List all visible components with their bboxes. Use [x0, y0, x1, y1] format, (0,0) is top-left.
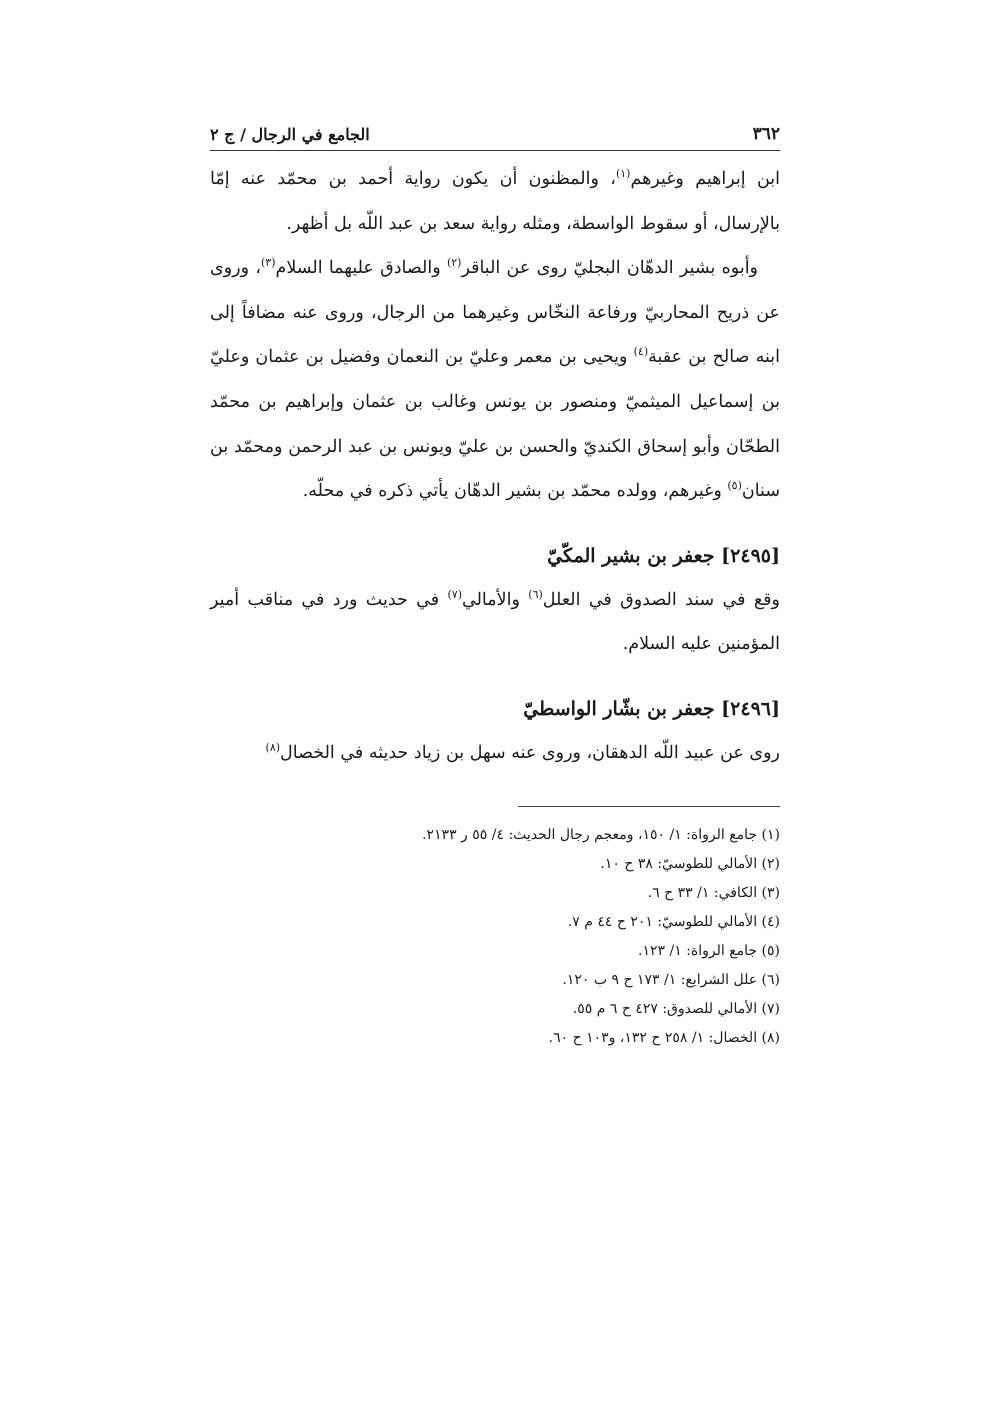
text-run: والصادق عليهما السلام — [275, 258, 447, 279]
footnote-8: (٨) الخصال: ١/ ٢٥٨ ح ١٣٢، و١٠٣ ح ٦٠. — [548, 1029, 780, 1046]
text-run: ابن إبراهيم وغيرهم — [630, 169, 780, 189]
text-run: روى عن عبيد اللّه الدهقان، وروى عنه سهل بن زياد حديثه في الخصال — [280, 742, 780, 763]
text-run: ، وروى عن ذريح المحاربيّ ورفاعة النخّاس وغيرهما من الرجال، وروى عنه مضافاً إلى ابنه صالح بن عقبة — [210, 258, 781, 368]
footnote-ref-5[interactable]: (٥) — [727, 479, 742, 493]
text-run: وقع في سند الصدوق في العلل — [542, 589, 780, 610]
footnote-7: (٧) الأمالي للصدوق: ٤٢٧ ح ٦ م ٥٥. — [572, 1000, 780, 1017]
book-page — [210, 118, 780, 1053]
text-run: ، والمظنون أن يكون رواية أحمد بن محمّد عنه إمّا بالإرسال، أو سقوط الواسطة، ومثله رواية سعد بن عبد اللّه بل أظهر. — [210, 169, 780, 234]
footnote-3: (٣) الكافي: ١/ ٣٣ ح ٦. — [647, 884, 780, 901]
footnote-5: (٥) جامع الرواة: ١/ ١٢٣. — [638, 942, 780, 959]
paragraph-father — [210, 246, 780, 514]
footnote-ref-2[interactable]: (٢) — [446, 256, 462, 270]
footnotes — [210, 821, 780, 1053]
footnote-ref-4[interactable]: (٤) — [633, 345, 649, 359]
footnote-ref-8[interactable]: (٨) — [265, 741, 281, 755]
footnote-ref-3[interactable]: (٣) — [260, 256, 276, 270]
entry-heading-2495: [٢٤٩٥] جعفر بن بشير المكّيّ — [547, 544, 780, 567]
paragraph-continuation — [210, 157, 780, 246]
footnote-4: (٤) الأمالي للطوسيّ: ٢٠١ ح ٤٤ م ٧. — [567, 913, 780, 930]
footnote-6: (٦) علل الشرايع: ١/ ١٧٣ ح ٩ ب ١٢٠. — [562, 971, 780, 988]
running-header — [210, 118, 780, 151]
entry-heading-2496: [٢٤٩٦] جعفر بن بشّار الواسطيّ — [523, 697, 780, 720]
footnote-1: (١) جامع الرواة: ١/ ١٥٠، ومعجم رجال الحديث: ٤/ ٥٥ ر ٢١٣٣. — [422, 826, 780, 843]
text-run: وأبوه بشير الدهّان البجليّ روى عن الباقر — [461, 258, 759, 279]
text-run: في حديث ورد في مناقب أمير المؤمنين عليه السلام. — [210, 589, 780, 655]
footnote-separator — [518, 806, 780, 807]
footnote-2: (٢) الأمالي للطوسيّ: ٣٨ ح ١٠. — [600, 855, 780, 872]
page-number: ٣٦٢ — [752, 124, 780, 144]
text-run: ويحيى بن معمر وعليّ بن النعمان وفضيل بن عثمان وعليّ بن إسماعيل الميثميّ ومنصور بن يونس وغالب بن عثمان وإبراهيم بن محمّد الطحّان وأبو إسحاق الكنديّ والحسن بن عليّ ويونس بن عبد الرحمن ومحمّد بن سنان — [210, 347, 780, 502]
entry-text-2495 — [210, 578, 780, 667]
text-run: والأمالي — [462, 589, 529, 610]
footnote-ref-1[interactable]: (١) — [615, 167, 631, 181]
footnote-ref-6[interactable]: (٦) — [528, 587, 543, 601]
entry-text-2496 — [210, 731, 780, 776]
text-run: وغيرهم، وولده محمّد بن بشير الدهّان يأتي ذكره في محلّه. — [302, 481, 728, 502]
footnote-ref-7[interactable]: (٧) — [447, 587, 462, 601]
book-title: الجامع في الرجال / ج ٢ — [210, 125, 370, 144]
